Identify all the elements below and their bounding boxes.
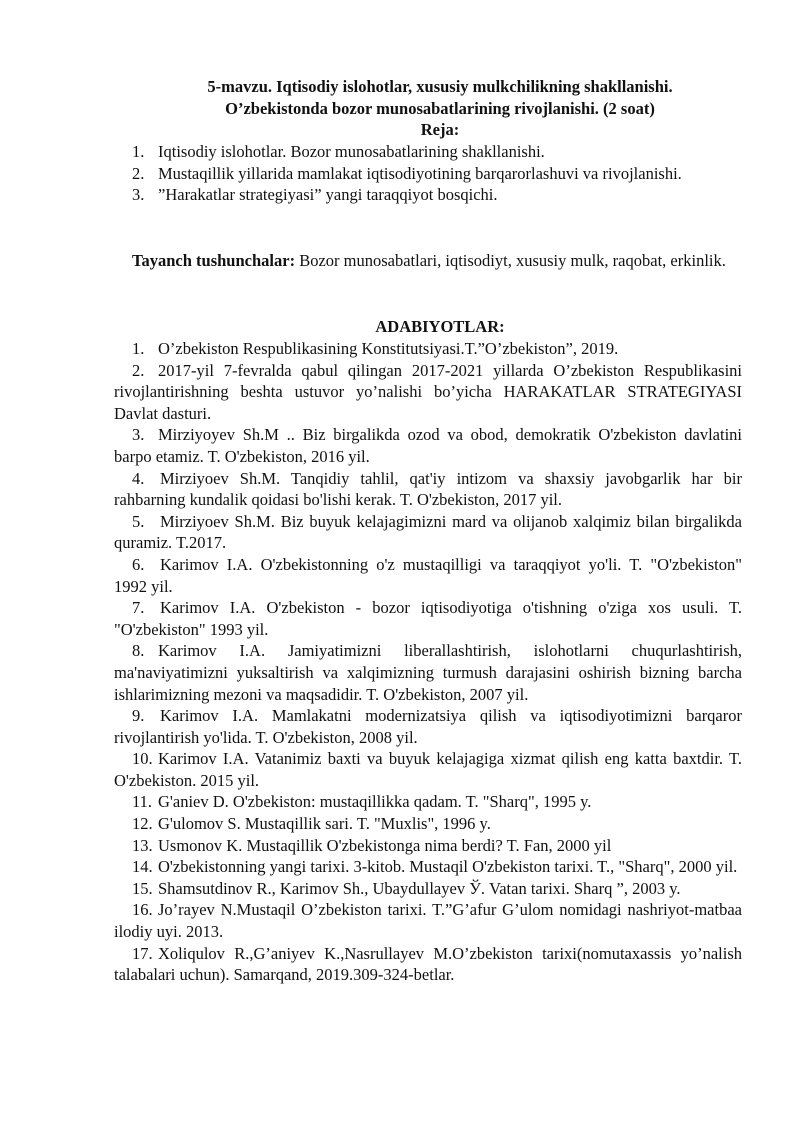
reference-text: Karimov I.A. O'zbekiston - bozor iqtisodiyotiga o'tishning o'ziga xos usuli. T. "O'zbekiston" 1993 yil. (114, 598, 742, 639)
plan-item (114, 184, 742, 206)
reference-number: 12. (132, 814, 153, 834)
plan-item-number: 1. (132, 142, 145, 161)
page-title (114, 76, 766, 119)
title-line-2: O’zbekistonda bozor munosabatlarining rivojlanishi. (2 soat) (225, 98, 655, 118)
reference-text: Karimov I.A. Mamlakatni modernizatsiya qilish va iqtisodiyotimizni barqaror rivojlantirish yo'lida. T. O'zbekiston, 2008 yil. (114, 706, 742, 747)
reference-text: Mirziyoev Sh.M. Biz buyuk kelajagimizni mard va olijanob xalqimiz bilan birgalikda quramiz. T.2017. (114, 511, 742, 553)
reference-number: 10. (132, 749, 153, 769)
reference-text: Karimov I.A. Jamiyatimizni liberallashtirish, islohotlarni chuqurlashtirish, ma'naviyatimizni yuksaltirish va xalqimizning turmush darajasini oshirish bizning barcha ishlarimizning mezoni va maqsadidir. T. O'zbekiston, 2007 yil. (114, 641, 742, 704)
plan-item (114, 163, 742, 185)
reference-number: 11. (132, 792, 153, 812)
reference-text: Mirziyoyev Sh.M .. Biz birgalikda ozod va obod, demokratik O'zbekiston davlatini barpo etamiz. T. O'zbekiston, 2016 yil. (114, 425, 742, 466)
references-list (114, 338, 742, 986)
reference-text: O’zbekiston Respublikasining Konstitutsiyasi.T.”O’zbekiston”, 2019. (158, 339, 619, 358)
plan-item (114, 141, 742, 163)
key-concepts (114, 250, 742, 272)
reference-text: Karimov I.A. Vatanimiz baxti va buyuk kelajagiga xizmat qilish eng katta baxtdir. T. O'zbekiston. 2015 yil. (114, 749, 742, 790)
reference-item (114, 856, 742, 878)
reference-number: 2. (132, 360, 145, 380)
reference-text: Mirziyoev Sh.M. Tanqidiy tahlil, qat'iy intizom va shaxsiy javobgarlik har bir rahbarning kundalik qoidasi bo'lishi kerak. T. O'zbekiston, 2017 yil. (114, 468, 742, 510)
plan-item-text: Mustaqillik yillarida mamlakat iqtisodiyotining barqarorlashuvi va rivojlanishi. (158, 163, 682, 183)
reference-text: Shamsutdinov R., Karimov Sh., Ubaydullayev Ў. Vatan tarixi. Sharq ”, 2003 y. (158, 878, 681, 898)
plan-item-text: ”Harakatlar strategiyasi” yangi taraqqiyot bosqichi. (158, 185, 498, 205)
reference-item (114, 640, 742, 705)
reference-number: 15. (132, 878, 153, 898)
reference-item (114, 878, 742, 900)
title-line-1: 5-mavzu. Iqtisodiy islohotlar, xususiy mulkchilikning shakllanishi. (207, 77, 673, 96)
plan-item-number: 2. (132, 163, 145, 183)
reference-item (114, 597, 742, 640)
reference-text: Jo’rayev N.Mustaqil O’zbekiston tarixi. T.”G’afur G’ulom nomidagi nashriyot-matbaa ilodiy uyi. 2013. (114, 900, 742, 942)
reference-item (114, 468, 742, 511)
reference-item (114, 748, 742, 791)
reference-text: G'aniev D. O'zbekiston: mustaqillikka qadam. T. "Sharq", 1995 y. (158, 792, 592, 812)
reference-number: 9. (132, 706, 145, 726)
reference-item (114, 511, 742, 554)
reference-text: O'zbekistonning yangi tarixi. 3-kitob. Mustaqil O'zbekiston tarixi. T., "Sharq", 2000 yil. (158, 857, 738, 877)
reference-item (114, 360, 742, 425)
reference-number: 16. (132, 900, 153, 920)
reference-number: 8. (132, 641, 145, 661)
reference-text: Usmonov K. Mustaqillik O'zbekistonga nima berdi? T. Fan, 2000 yil (158, 835, 612, 855)
reference-number: 17. (132, 943, 153, 963)
reference-number: 6. (132, 554, 145, 574)
reference-item (114, 338, 742, 360)
reference-number: 4. (132, 468, 145, 488)
reference-text: G'ulomov S. Mustaqillik sari. T. "Muxlis", 1996 y. (158, 814, 491, 834)
plan-list (114, 141, 742, 206)
references-heading: ADABIYOTLAR: (375, 317, 505, 336)
reference-item (114, 899, 742, 942)
reference-item (114, 424, 742, 467)
reference-text: Karimov I.A. O'zbekistonning o'z mustaqilligi va taraqqiyot yo'li. T. "O'zbekiston" 1992 yil. (114, 554, 742, 596)
key-concepts-label: Tayanch tushunchalar: (132, 251, 296, 270)
reference-item (114, 554, 742, 597)
reference-text: Xoliqulov R.,G’aniyev K.,Nasrullayev M.O’zbekiston tarixi(nomutaxassis yo’nalish talabalari uchun). Samarqand, 2019.309-324-betlar. (114, 943, 742, 985)
key-concepts-text: Bozor munosabatlari, iqtisodiyt, xususiy mulk, raqobat, erkinlik. (295, 251, 726, 270)
reference-number: 1. (132, 339, 145, 358)
reference-number: 7. (132, 598, 145, 618)
reference-number: 3. (132, 425, 145, 445)
reference-number: 13. (132, 835, 153, 855)
reference-item (114, 791, 742, 813)
reference-number: 14. (132, 857, 153, 877)
plan-item-number: 3. (132, 185, 145, 205)
reference-item (114, 943, 742, 986)
plan-heading: Reja: (420, 120, 460, 139)
reference-item (114, 705, 742, 748)
plan-item-text: Iqtisodiy islohotlar. Bozor munosabatlarining shakllanishi. (158, 142, 545, 161)
reference-text: 2017-yil 7-fevralda qabul qilingan 2017-2021 yillarda O’zbekiston Respublikasini rivojlantirishning beshta ustuvor yo’nalishi bo’yicha HARAKATLAR STRATEGIYASI Davlat dasturi. (114, 360, 742, 423)
reference-number: 5. (132, 511, 145, 531)
reference-item (114, 835, 742, 857)
reference-item (114, 813, 742, 835)
